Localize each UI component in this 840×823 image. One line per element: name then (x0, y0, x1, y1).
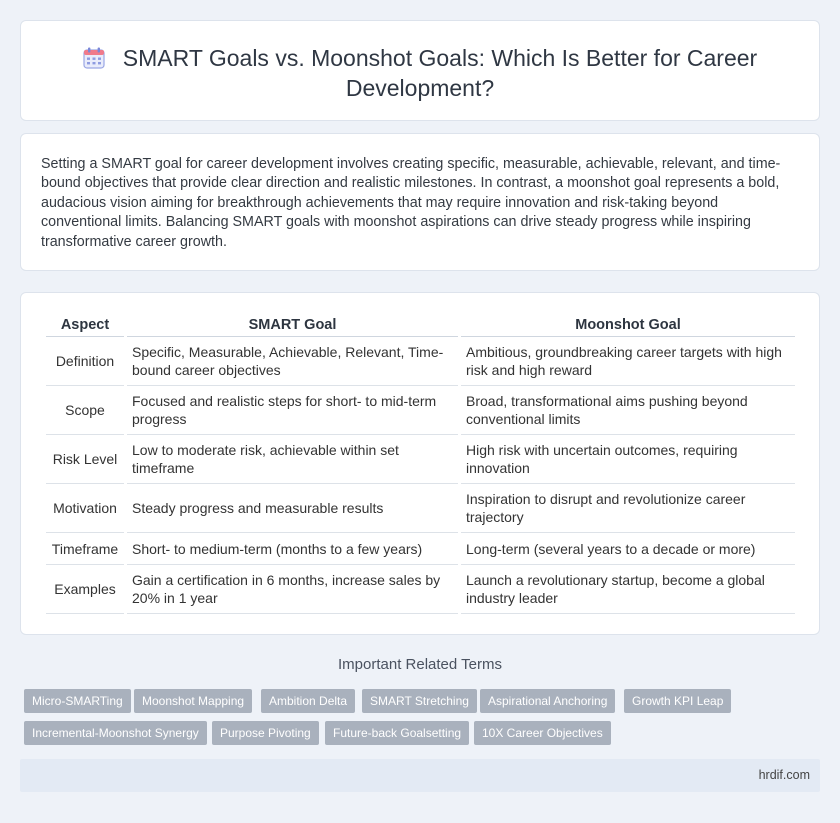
term-tag[interactable]: Purpose Pivoting (212, 721, 319, 745)
row-smart: Steady progress and measurable results (127, 484, 458, 533)
row-moonshot: Launch a revolutionary startup, become a global industry leader (461, 565, 795, 614)
page-title: SMART Goals vs. Moonshot Goals: Which Is Better for Career Development? (122, 45, 758, 101)
row-smart: Specific, Measurable, Achievable, Relevant, Time-bound career objectives (127, 337, 458, 386)
comparison-table (43, 313, 798, 614)
row-smart: Gain a certification in 6 months, increase sales by 20% in 1 year (127, 565, 458, 614)
header-aspect: Aspect (46, 313, 124, 337)
intro-text: Setting a SMART goal for career development involves creating specific, measurable, achievable, relevant, and time-bound objectives that provide clear direction and realistic milestones. In contrast, a moonshot goal represents a bold, audacious vision aiming for breakthrough achievements that may require innovation and risk-taking beyond conventional limits. Balancing SMART goals with moonshot aspirations can drive steady progress while inspiring transformative career growth. (41, 156, 781, 250)
table-row (46, 484, 795, 533)
footer-site[interactable]: hrdif.com (758, 768, 810, 782)
row-aspect: Scope (46, 386, 124, 435)
row-moonshot: Broad, transformational aims pushing beyond conventional limits (461, 386, 795, 435)
term-tag[interactable]: Micro-SMARTing (24, 689, 131, 713)
term-tag[interactable]: 10X Career Objectives (474, 721, 611, 745)
comparison-card (20, 292, 820, 635)
header-smart-goal: SMART Goal (127, 313, 458, 337)
page-title-wrap (21, 43, 819, 103)
term-tag[interactable]: Aspirational Anchoring (480, 689, 615, 713)
intro-card (20, 133, 820, 271)
calendar-icon (83, 46, 105, 68)
row-smart: Focused and realistic steps for short- to mid-term progress (127, 386, 458, 435)
row-aspect: Definition (46, 337, 124, 386)
table-row (46, 533, 795, 565)
row-aspect: Motivation (46, 484, 124, 533)
term-tag[interactable]: Growth KPI Leap (624, 689, 731, 713)
related-terms-title: Important Related Terms (338, 656, 502, 673)
row-aspect: Timeframe (46, 533, 124, 565)
row-moonshot: Ambitious, groundbreaking career targets with high risk and high reward (461, 337, 795, 386)
term-tag[interactable]: Ambition Delta (261, 689, 355, 713)
footer-bar (20, 759, 820, 792)
row-moonshot: Long-term (several years to a decade or more) (461, 533, 795, 565)
row-smart: Low to moderate risk, achievable within set timeframe (127, 435, 458, 484)
row-smart: Short- to medium-term (months to a few years) (127, 533, 458, 565)
row-aspect: Examples (46, 565, 124, 614)
header-moonshot-goal: Moonshot Goal (461, 313, 795, 337)
term-tag[interactable]: Moonshot Mapping (134, 689, 252, 713)
row-aspect: Risk Level (46, 435, 124, 484)
term-tag[interactable]: Incremental-Moonshot Synergy (24, 721, 207, 745)
table-row (46, 435, 795, 484)
table-row (46, 337, 795, 386)
term-tag[interactable]: SMART Stretching (362, 689, 477, 713)
table-row (46, 565, 795, 614)
term-tag[interactable]: Future-back Goalsetting (325, 721, 469, 745)
table-row (46, 386, 795, 435)
row-moonshot: High risk with uncertain outcomes, requiring innovation (461, 435, 795, 484)
row-moonshot: Inspiration to disrupt and revolutionize career trajectory (461, 484, 795, 533)
table-header-row (46, 313, 795, 337)
header-card (20, 20, 820, 121)
